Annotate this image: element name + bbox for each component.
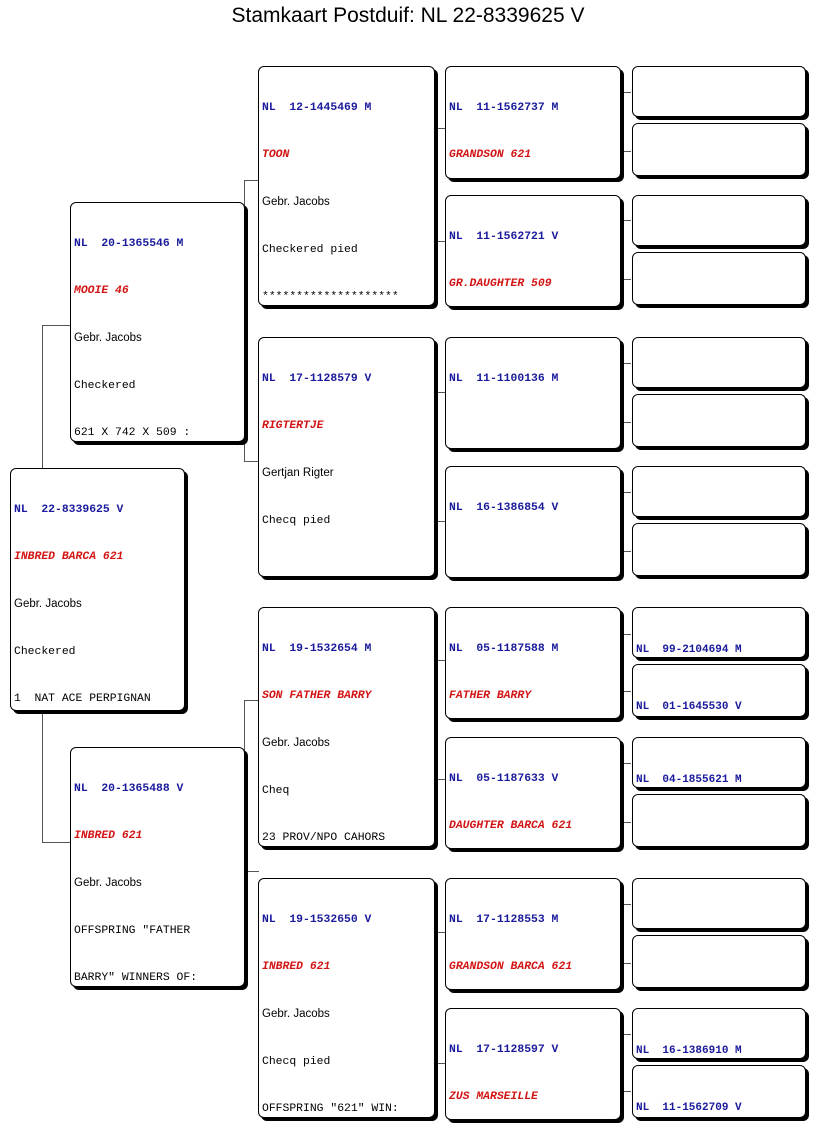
pigeon-card-empty[interactable]	[632, 337, 806, 388]
info-line: Checkered pied	[262, 243, 358, 256]
pigeon-name: SON FATHER BARRY	[262, 689, 372, 702]
breeder-name: Gebr. Jacobs	[262, 737, 330, 750]
pigeon-name: RIGTERTJE	[262, 419, 324, 432]
connector	[434, 392, 445, 522]
pigeon-card-g-ddd-d[interactable]	[632, 1065, 806, 1118]
pigeon-name: INBRED 621	[262, 960, 331, 973]
info-line: OFFSPRING "621" WIN:	[262, 1103, 399, 1116]
pigeon-name: ZUS MARSEILLE	[449, 1090, 538, 1103]
connector	[434, 660, 445, 780]
ring-number: NL 01-1645530 V	[636, 701, 742, 713]
breeder-name: Gebr. Jacobs	[74, 332, 142, 345]
ring-number: NL 22-8339625 V	[14, 503, 124, 516]
pigeon-card-sire[interactable]	[70, 202, 245, 442]
connector	[434, 932, 445, 1064]
connector	[434, 128, 445, 242]
pigeon-card-empty[interactable]	[632, 252, 806, 305]
pigeon-card-ssd[interactable]	[445, 195, 621, 307]
pigeon-name: GR.DAUGHTER 509	[449, 277, 552, 290]
info-line: 23 PROV/NPO CAHORS	[262, 832, 386, 845]
page-title: Stamkaart Postduif: NL 22-8339625 V	[231, 4, 585, 27]
breeder-name: Gebr. Jacobs	[262, 1008, 330, 1021]
ring-number: NL 16-1386910 M	[636, 1045, 742, 1057]
info-line: Checq pied	[262, 514, 331, 527]
pigeon-card-empty[interactable]	[632, 123, 806, 176]
ring-number: NL 19-1532650 V	[262, 913, 372, 926]
ring-number: NL 12-1445469 M	[262, 101, 372, 114]
info-line: Checkered	[14, 645, 76, 658]
pigeon-card-g-dss-s[interactable]	[632, 607, 806, 658]
pigeon-card-sss[interactable]	[445, 66, 621, 179]
connector	[620, 220, 631, 280]
connector	[244, 700, 259, 872]
info-line: Checkered	[74, 379, 136, 392]
connector	[620, 1034, 631, 1092]
pigeon-card-empty[interactable]	[632, 794, 806, 847]
pigeon-card-subject[interactable]	[10, 468, 185, 711]
pigeon-card-empty[interactable]	[632, 66, 806, 117]
info-line: OFFSPRING "FATHER	[74, 924, 191, 937]
pigeon-card-dam-dam[interactable]	[258, 878, 435, 1118]
pigeon-name: INBRED BARCA 621	[14, 550, 124, 563]
pigeon-card-sds[interactable]	[445, 337, 621, 449]
ring-number: NL 04-1855621 M	[636, 774, 742, 786]
pigeon-card-sdd[interactable]	[445, 466, 621, 578]
info-line: 621 X 742 X 509 :	[74, 427, 191, 440]
breeder-name: Gertjan Rigter	[262, 467, 334, 480]
pigeon-name: GRANDSON BARCA 621	[449, 960, 573, 973]
pigeon-card-empty[interactable]	[632, 523, 806, 576]
connector	[620, 363, 631, 423]
pigeon-card-dss[interactable]	[445, 607, 621, 719]
ring-number: NL 05-1187588 M	[449, 642, 559, 655]
ring-number: NL 17-1128597 V	[449, 1043, 559, 1056]
ring-number: NL 11-1562709 V	[636, 1102, 742, 1114]
ring-number: NL 05-1187633 V	[449, 772, 559, 785]
pigeon-card-empty[interactable]	[632, 935, 806, 988]
info-line: Cheq	[262, 784, 290, 797]
pigeon-card-empty[interactable]	[632, 878, 806, 929]
pigeon-card-empty[interactable]	[632, 394, 806, 447]
info-line: BARRY" WINNERS OF:	[74, 972, 198, 985]
pigeon-name: GRANDSON 621	[449, 148, 532, 161]
connector	[244, 180, 259, 462]
pigeon-card-sire-sire[interactable]	[258, 66, 435, 306]
ring-number: NL 17-1128579 V	[262, 372, 372, 385]
ring-number: NL 17-1128553 M	[449, 913, 559, 926]
ring-number: NL 20-1365546 M	[74, 237, 184, 250]
info-line: Checq pied	[262, 1055, 331, 1068]
info-line: ********************	[262, 291, 399, 304]
connector	[620, 634, 631, 692]
pigeon-name: FATHER BARRY	[449, 689, 532, 702]
pigeon-card-dds[interactable]	[445, 878, 621, 990]
connector	[42, 325, 73, 471]
pigeon-card-empty[interactable]	[632, 466, 806, 517]
ring-number: NL 99-2104694 M	[636, 644, 742, 656]
connector	[42, 712, 73, 843]
pigeon-card-sire-dam[interactable]	[258, 337, 435, 577]
breeder-name: Gebr. Jacobs	[262, 196, 330, 209]
info-line: 1 NAT ACE PERPIGNAN	[14, 693, 151, 706]
pigeon-card-g-ddd-s[interactable]	[632, 1008, 806, 1059]
breeder-name: Gebr. Jacobs	[74, 877, 142, 890]
ring-number: NL 11-1562721 V	[449, 230, 559, 243]
ring-number: NL 11-1562737 M	[449, 101, 559, 114]
pigeon-name: INBRED 621	[74, 829, 143, 842]
pigeon-card-ddd[interactable]	[445, 1008, 621, 1120]
connector	[620, 92, 631, 152]
breeder-name: Gebr. Jacobs	[14, 598, 82, 611]
ring-number: NL 16-1386854 V	[449, 501, 559, 514]
pigeon-card-dam-sire[interactable]	[258, 607, 435, 847]
ring-number: NL 11-1100136 M	[449, 372, 559, 385]
connector	[620, 763, 631, 823]
ring-number: NL 19-1532654 M	[262, 642, 372, 655]
pigeon-card-dsd[interactable]	[445, 737, 621, 849]
pigeon-name: DAUGHTER BARCA 621	[449, 819, 573, 832]
pigeon-card-g-dss-d[interactable]	[632, 664, 806, 717]
pigeon-card-empty[interactable]	[632, 195, 806, 246]
pigeon-name: TOON	[262, 148, 290, 161]
pigeon-card-g-dsd-s[interactable]	[632, 737, 806, 788]
ring-number: NL 20-1365488 V	[74, 782, 184, 795]
connector	[620, 904, 631, 964]
pigeon-card-dam[interactable]	[70, 747, 245, 987]
pigeon-name: MOOIE 46	[74, 284, 129, 297]
connector	[620, 492, 631, 552]
